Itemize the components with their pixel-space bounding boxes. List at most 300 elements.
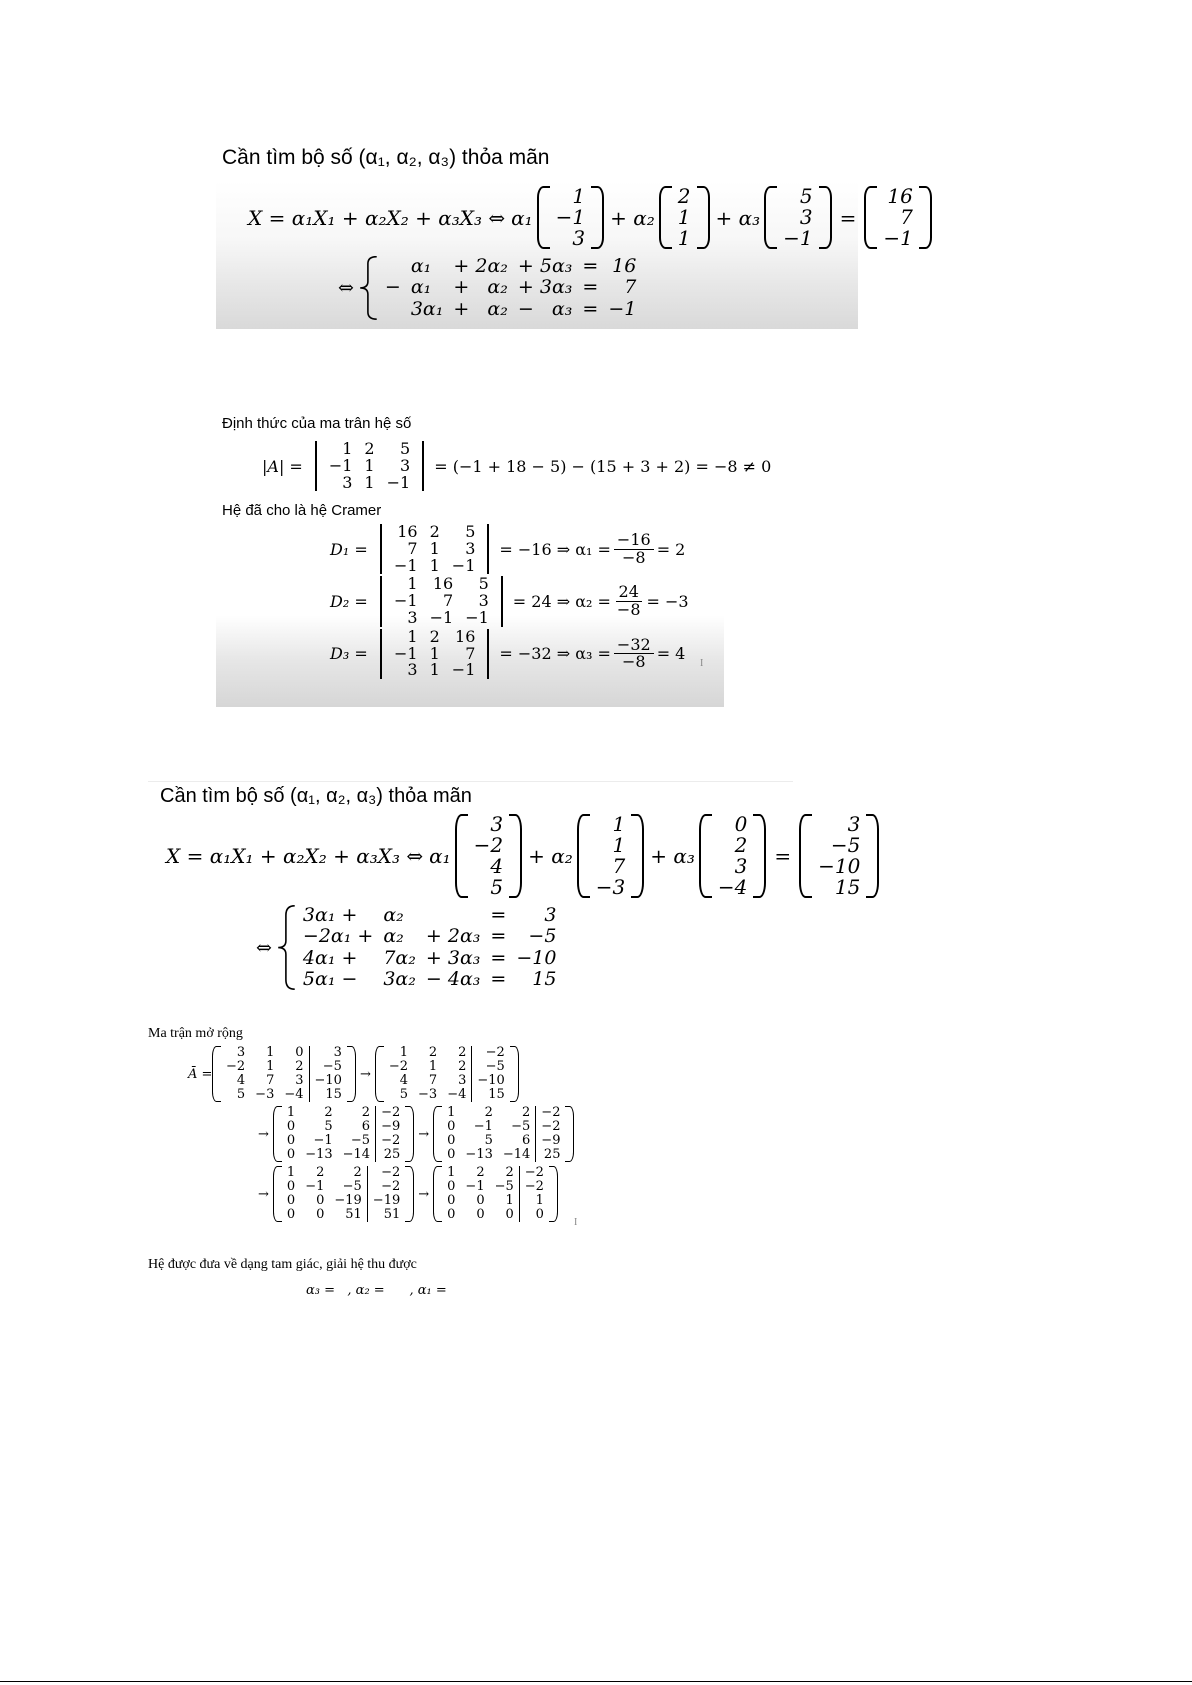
arrow-icon: → — [418, 1126, 430, 1142]
matrix-entry: −2 — [376, 1134, 406, 1148]
section3-divider — [148, 781, 793, 782]
matrix-entry: −19 — [334, 1193, 362, 1209]
matrix-entry: −13 — [465, 1147, 493, 1163]
detA-lhs: |A| = — [262, 456, 303, 476]
equation-term: α₂ — [383, 925, 404, 948]
vector-entry: −2 — [473, 833, 504, 857]
vector-entry: −1 — [883, 226, 913, 250]
equation-term: −5 — [528, 925, 557, 948]
matrix-entry: 1 — [266, 1045, 275, 1060]
matrix-row — [442, 1194, 549, 1208]
matrix-entry: 0 — [447, 1193, 456, 1209]
vector-entry: 3 — [572, 226, 586, 250]
matrix-entry: −1 — [328, 455, 353, 475]
text-cursor-icon: I — [700, 658, 704, 669]
vector-entry: −1 — [555, 205, 586, 229]
row-reduction — [188, 1046, 574, 1226]
equation-lhs: X = α₁X₁ + α₂X₂ + α₃X₃ ⇔ — [166, 844, 424, 868]
det-value: = −32 ⇒ α₃ = — [499, 644, 611, 664]
matrix-entry: 5 — [484, 1133, 493, 1149]
matrix-entry: −5 — [511, 1119, 531, 1135]
matrix-entry: 0 — [316, 1207, 325, 1223]
augmented-matrix-2 — [375, 1046, 519, 1102]
matrix-entry: −10 — [472, 1074, 510, 1088]
matrix-entry: 0 — [447, 1133, 456, 1149]
matrix-entry: 0 — [286, 1147, 296, 1163]
matrix-entry: −2 — [536, 1120, 566, 1134]
reduction-step-line — [188, 1106, 574, 1162]
matrix-entry: 5 — [400, 439, 411, 458]
matrix-row — [282, 1180, 405, 1194]
matrix-entry: 51 — [345, 1207, 362, 1223]
matrix-row — [221, 1074, 347, 1088]
vector-body — [777, 186, 818, 249]
matrix-entry: 7 — [266, 1073, 275, 1089]
matrix-entry: 4 — [236, 1073, 246, 1089]
equation-term: + α₂ — [453, 297, 508, 320]
matrix-entry: −3 — [255, 1087, 275, 1103]
equals-sign: = — [839, 205, 857, 230]
equation-term: 16 — [612, 255, 637, 277]
matrix-entry: −1 — [465, 607, 489, 627]
coef-alpha1: α₁ — [429, 844, 451, 868]
conclusion-text: Hệ được đưa về dạng tam giác, giải hệ thu được — [148, 1257, 417, 1272]
matrix-row — [221, 1088, 347, 1102]
augmented-matrix-3 — [273, 1106, 414, 1162]
det-result: = −3 — [646, 592, 689, 612]
matrix-body — [323, 441, 416, 491]
matrix-entry: 3 — [407, 607, 418, 627]
matrix-row — [282, 1148, 405, 1162]
augmented-matrix-6 — [433, 1166, 558, 1222]
matrix-entry: 3 — [478, 591, 489, 611]
matrix-row — [282, 1120, 405, 1134]
equation-term: = — [490, 925, 507, 948]
matrix-entry: 1 — [429, 538, 440, 558]
matrix-entry: −2 — [472, 1046, 510, 1060]
numerator: 24 — [616, 584, 642, 602]
fraction — [614, 634, 654, 672]
numerator: −32 — [614, 637, 654, 655]
matrix-entry: 2 — [364, 439, 375, 458]
section3-vector-equation — [166, 814, 879, 898]
matrix-entry: 2 — [324, 1105, 333, 1121]
vector-body — [468, 814, 509, 898]
matrix-entry: −5 — [309, 1060, 347, 1074]
matrix-entry: 3 — [295, 1073, 304, 1089]
matrix-entry: 15 — [309, 1088, 347, 1102]
cramer-label: Hệ đã cho là hệ Cramer — [222, 502, 382, 519]
left-brace — [358, 256, 380, 320]
vector-body — [877, 186, 918, 249]
det-lhs: D₃ = — [330, 644, 368, 664]
matrix-row — [388, 610, 495, 627]
vector-entry: 16 — [887, 184, 913, 208]
matrix-entry: 0 — [286, 1133, 296, 1149]
arrow-icon: → — [258, 1186, 269, 1202]
matrix-entry: 3 — [400, 455, 411, 475]
cramer-row-3 — [330, 626, 689, 680]
matrix-entry: −2 — [519, 1166, 549, 1180]
system-rows — [298, 905, 562, 990]
vector-x2 — [577, 814, 644, 898]
system-equation — [298, 948, 562, 969]
vector-entry: 15 — [834, 875, 861, 899]
system-equation — [298, 969, 562, 990]
matrix-row — [442, 1148, 565, 1162]
vector-body — [812, 814, 866, 898]
arrow-icon: → — [359, 1066, 371, 1082]
det-result: = 2 — [656, 539, 686, 559]
matrix-entry: 0 — [447, 1147, 456, 1163]
matrix-entry: 2 — [353, 1165, 362, 1181]
matrix-row — [384, 1074, 510, 1088]
matrix-row — [442, 1120, 565, 1134]
vector-entry: 2 — [734, 833, 748, 857]
matrix-entry: 5 — [399, 1087, 409, 1103]
equation-term — [380, 256, 406, 277]
system-equation — [298, 926, 562, 947]
equation-term: −10 — [516, 946, 557, 969]
matrix-entry: 1 — [429, 555, 440, 575]
arrow-icon: → — [258, 1126, 269, 1142]
matrix-entry: 1 — [429, 660, 440, 680]
equation-term: − α₃ — [517, 297, 573, 320]
matrix-entry: 3 — [236, 1045, 246, 1060]
matrix-row — [442, 1180, 549, 1194]
equation-term: 15 — [532, 967, 557, 990]
matrix-entry: −4 — [284, 1087, 304, 1103]
vector-body — [550, 186, 591, 249]
matrix-entry: 4 — [399, 1073, 409, 1089]
answers-line: α₃ = , α₂ = , α₁ = — [306, 1283, 447, 1298]
vector-body — [590, 814, 631, 898]
matrix-entry: −19 — [367, 1194, 405, 1208]
det-result: = 4 — [656, 644, 686, 664]
matrix-entry: 1 — [407, 626, 418, 646]
matrix-entry: 2 — [484, 1105, 493, 1121]
matrix-entry: −1 — [394, 591, 418, 611]
matrix-entry: 6 — [522, 1133, 531, 1149]
equation-term: = — [490, 904, 507, 926]
matrix-entry: 0 — [286, 1179, 296, 1195]
section1-linear-system — [338, 256, 641, 320]
equation-term: + 5α₃ — [517, 255, 573, 277]
equation-term: 5α₁ − — [302, 967, 358, 990]
matrix-row — [442, 1134, 565, 1148]
matrix-entry: 0 — [316, 1193, 325, 1209]
matrix-entry: 0 — [476, 1193, 485, 1209]
vector-x3 — [699, 814, 766, 898]
matrix-entry: 7 — [443, 591, 454, 611]
section3-heading: Cần tìm bộ số (α₁, α₂, α₃) thỏa mãn — [160, 785, 472, 807]
denominator: −8 — [622, 547, 646, 567]
matrix-entry: 2 — [295, 1059, 304, 1075]
det-lhs: D₂ = — [330, 592, 368, 612]
matrix-entry: −5 — [472, 1060, 510, 1074]
det-value: = −16 ⇒ α₁ = — [499, 539, 611, 559]
det-matrix — [374, 524, 495, 574]
vector-entry: −5 — [830, 833, 861, 857]
equation-term: + 2α₂ — [453, 255, 508, 277]
matrix-entry: −4 — [447, 1087, 467, 1103]
matrix-row — [442, 1208, 549, 1222]
augmented-matrix-5 — [273, 1166, 414, 1222]
matrix-entry: −5 — [350, 1133, 371, 1149]
matrix-entry: 1 — [286, 1165, 296, 1181]
numerator: −16 — [614, 532, 654, 550]
matrix-body — [388, 576, 495, 626]
equals-sign: = — [774, 844, 792, 868]
matrix-entry: −1 — [473, 1119, 493, 1135]
matrix-entry: 2 — [476, 1165, 485, 1181]
reduction-step-line — [188, 1046, 574, 1102]
vector-entry: 7 — [900, 205, 913, 229]
matrix-row — [221, 1046, 347, 1060]
coef-alpha3: + α₃ — [715, 205, 761, 230]
matrix-entry: −1 — [394, 555, 418, 575]
matrix-entry: −1 — [313, 1133, 333, 1149]
matrix-body — [388, 524, 481, 574]
system-equation — [298, 905, 562, 926]
equation-term: = — [582, 255, 599, 277]
matrix-entry: −5 — [342, 1179, 362, 1195]
matrix-entry: 16 — [455, 626, 476, 646]
matrix-entry: 2 — [505, 1165, 514, 1181]
matrix-row — [282, 1194, 405, 1208]
matrix-row — [323, 475, 416, 492]
equation-term: + α₂ — [453, 276, 508, 299]
matrix-entry: 1 — [364, 472, 375, 492]
matrix-entry: −2 — [367, 1180, 405, 1194]
equation-term: + 3α₃ — [425, 946, 481, 969]
equation-term: 3α₂ — [383, 967, 416, 990]
matrix-entry: 1 — [429, 643, 440, 663]
equation-term: = — [490, 967, 507, 990]
augmented-matrix-1 — [212, 1046, 356, 1102]
vector-x1 — [537, 186, 604, 249]
matrix-entry: 1 — [364, 455, 375, 475]
matrix-entry: 0 — [447, 1207, 456, 1223]
vector-entry: 0 — [734, 812, 748, 836]
page-bottom-rule — [0, 1681, 1192, 1682]
system-equation — [380, 277, 641, 298]
equation-term: = — [582, 276, 599, 299]
matrix-entry: 5 — [478, 574, 489, 594]
fraction — [614, 529, 654, 567]
matrix-entry: 15 — [472, 1088, 510, 1102]
matrix-entry: 6 — [361, 1119, 371, 1135]
matrix-entry: −14 — [342, 1147, 371, 1163]
matrix-entry: −1 — [305, 1179, 325, 1195]
matrix-entry: 1 — [407, 574, 418, 594]
vector-entry: 1 — [572, 184, 586, 208]
vector-x2 — [659, 186, 710, 249]
matrix-entry: 2 — [522, 1105, 531, 1121]
matrix-entry: 2 — [429, 522, 440, 541]
vector-entry: 1 — [677, 205, 691, 229]
matrix-entry: −1 — [465, 1179, 485, 1195]
fraction — [614, 584, 644, 619]
vector-entry: −3 — [595, 875, 626, 899]
equation-lhs: X = α₁X₁ + α₂X₂ + α₃X₃ ⇔ — [248, 205, 506, 230]
matrix-entry: 2 — [458, 1059, 467, 1075]
equation-term: α₁ — [410, 276, 432, 299]
equation-term: = — [490, 946, 507, 969]
equation-term: 7α₂ — [383, 946, 416, 969]
equation-term: 3α₁ — [410, 297, 444, 320]
matrix-entry: 25 — [536, 1148, 566, 1162]
matrix-entry: 0 — [447, 1179, 456, 1195]
matrix-entry: 0 — [505, 1207, 514, 1223]
matrix-entry: −1 — [451, 660, 476, 680]
equation-term: −1 — [608, 297, 637, 320]
matrix-entry: −2 — [519, 1180, 549, 1194]
matrix-entry: 2 — [458, 1045, 467, 1060]
matrix-body — [388, 626, 481, 680]
matrix-row — [384, 1088, 510, 1102]
matrix-entry: 1 — [266, 1059, 275, 1075]
augmented-matrix-4 — [433, 1106, 574, 1162]
vector-body — [672, 186, 697, 249]
reduction-step-line — [188, 1166, 574, 1222]
equation-term: 3α₁ + — [302, 904, 358, 926]
matrix-entry: 3 — [458, 1073, 467, 1089]
matrix-entry: 3 — [309, 1046, 347, 1060]
vector-x — [799, 814, 879, 898]
matrix-entry: −2 — [367, 1166, 405, 1180]
vector-entry: 7 — [612, 854, 626, 878]
det-value: = 24 ⇒ α₂ = — [512, 592, 611, 612]
vector-body — [712, 814, 753, 898]
matrix-entry: −2 — [226, 1059, 246, 1075]
matrix-entry: 0 — [286, 1207, 296, 1223]
matrix-row — [388, 662, 481, 679]
abar-label: Ā = — [188, 1066, 213, 1082]
coef-alpha2: + α₂ — [610, 205, 655, 230]
iff-symbol: ⇔ — [338, 276, 354, 299]
matrix-body — [282, 1106, 405, 1162]
system-equation — [380, 299, 641, 320]
matrix-entry: 0 — [476, 1207, 485, 1223]
matrix-row — [282, 1166, 405, 1180]
denominator: −8 — [622, 652, 646, 672]
text-cursor-icon: I — [574, 1217, 578, 1228]
matrix-entry: −9 — [536, 1134, 566, 1148]
cramer-row-1 — [330, 524, 689, 574]
matrix-row — [388, 558, 481, 575]
det-lhs: D₁ = — [330, 539, 368, 559]
matrix-row — [384, 1046, 510, 1060]
matrix-entry: 3 — [465, 538, 476, 558]
matrix-entry: 5 — [236, 1087, 246, 1103]
matrix-body — [282, 1166, 405, 1222]
matrix-entry: −2 — [388, 1059, 409, 1075]
matrix-entry: 7 — [428, 1073, 438, 1089]
equation-term: − 4α₃ — [425, 967, 481, 990]
matrix-entry: −3 — [418, 1087, 438, 1103]
vector-entry: 5 — [490, 875, 504, 899]
vector-entry: 1 — [612, 833, 626, 857]
det-matrix — [374, 576, 509, 626]
vector-entry: 2 — [677, 184, 691, 208]
equation-term: 4α₁ + — [302, 946, 358, 969]
section1-heading: Cần tìm bộ số (α₁, α₂, α₃) thỏa mãn — [222, 146, 550, 169]
equation-term: + 3α₃ — [517, 276, 573, 299]
detA-rhs: = (−1 + 18 − 5) − (15 + 3 + 2) = −8 ≠ 0 — [434, 456, 772, 476]
matrix-entry: −1 — [451, 555, 476, 575]
equation-term — [380, 299, 406, 320]
augmented-matrix-label: Ma trận mở rộng — [148, 1026, 243, 1041]
matrix-body — [442, 1166, 549, 1222]
cramer-determinants — [330, 524, 689, 681]
equation-term: α₂ — [383, 904, 404, 926]
vector-entry: 1 — [677, 226, 691, 250]
coef-alpha3: + α₃ — [650, 844, 695, 868]
matrix-entry: 3 — [407, 660, 418, 680]
matrix-entry: 7 — [407, 538, 418, 558]
matrix-row — [282, 1134, 405, 1148]
detA-matrix — [309, 441, 430, 491]
matrix-entry: 1 — [428, 1059, 438, 1075]
system-rows — [380, 256, 641, 320]
matrix-entry: −14 — [502, 1147, 531, 1163]
vector-entry: 3 — [847, 812, 861, 836]
coef-alpha1: α₁ — [511, 205, 533, 230]
matrix-entry: 51 — [367, 1208, 405, 1222]
section1-vector-equation — [248, 186, 932, 249]
matrix-entry: −13 — [305, 1147, 333, 1163]
matrix-entry: 2 — [429, 626, 440, 646]
matrix-row — [282, 1208, 405, 1222]
system-equation — [380, 256, 641, 277]
vector-entry: 3 — [734, 854, 748, 878]
matrix-row — [282, 1106, 405, 1120]
matrix-entry: 1 — [286, 1105, 296, 1121]
equation-term: −2α₁ + — [302, 925, 374, 948]
equation-term — [421, 905, 486, 926]
matrix-row — [442, 1166, 549, 1180]
determinant-A — [262, 441, 771, 491]
matrix-row — [442, 1106, 565, 1120]
equation-term: = — [582, 297, 599, 320]
vector-x — [864, 186, 931, 249]
coef-alpha2: + α₂ — [528, 844, 573, 868]
matrix-entry: 7 — [465, 643, 476, 663]
vector-entry: 5 — [799, 184, 813, 208]
matrix-body — [221, 1046, 347, 1102]
matrix-entry: 1 — [399, 1045, 409, 1060]
matrix-entry: −2 — [376, 1106, 406, 1120]
matrix-entry: 2 — [428, 1045, 438, 1060]
matrix-entry: 2 — [361, 1105, 371, 1121]
det-matrix — [374, 626, 495, 680]
vector-entry: 1 — [612, 812, 626, 836]
matrix-entry: 0 — [447, 1119, 456, 1135]
arrow-icon: → — [418, 1186, 430, 1202]
matrix-row — [384, 1060, 510, 1074]
matrix-entry: −1 — [394, 643, 418, 663]
vector-entry: 3 — [799, 205, 813, 229]
matrix-entry: −10 — [309, 1074, 347, 1088]
matrix-entry: 5 — [465, 522, 476, 541]
matrix-entry: 1 — [447, 1165, 456, 1181]
equation-term: 7 — [624, 276, 637, 299]
matrix-entry: 0 — [295, 1045, 304, 1060]
matrix-entry: −9 — [376, 1120, 406, 1134]
vector-entry: −10 — [818, 854, 861, 878]
matrix-entry: 2 — [316, 1165, 325, 1181]
